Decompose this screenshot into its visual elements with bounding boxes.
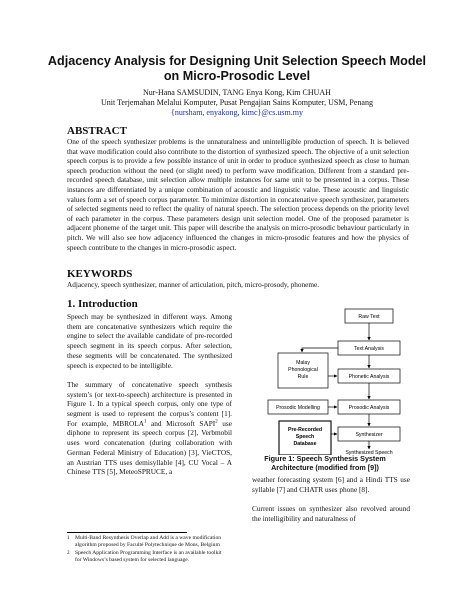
right-paragraph-2: Current issues on synthesizer also revolved around the intelligibility and naturalness of [252,504,410,523]
abstract-heading: ABSTRACT [67,125,127,137]
label-prerecorded-3: Database [293,441,317,447]
arrow-text-to-rule [302,348,338,352]
label-malay-rule-3: Rule [297,374,309,380]
left-column [67,312,232,477]
footnote-2 [67,550,227,565]
title-line-2: on Micro-Prosodic Level [163,69,311,83]
author-affiliation: Unit Terjemahan Melalui Komputer, Pusat Pengajian Sains Komputer, USM, Penang [101,98,373,107]
paper-title [40,54,434,84]
label-synthesized-speech: Synthesized Speech [345,450,393,455]
footnote-1-text: Multi-Band Resynthesis Overlap and Add is a wave modification algorithm proposed by Faculté Polytechnique de Mons, Belgium [75,535,222,549]
footnote-1-number: 1 [67,536,70,541]
label-raw-text: Raw Text [358,314,380,320]
intro-p2-part-b: and Microsoft SAPI [146,418,216,428]
label-synthesizer: Synthesizer [355,432,383,438]
keywords-heading: KEYWORDS [67,268,133,280]
intro-number: 1. [67,298,76,310]
keywords-text: Adjacency, speech synthesizer, manner of articulation, pitch, micro-prosody, phoneme. [67,281,320,289]
footnote-ref-1: 1 [143,419,147,425]
intro-title: Introduction [78,298,138,310]
label-prosodic-analysis: Prosodic Analysis [348,405,390,411]
intro-heading [67,298,138,310]
caption-line-2: Architecture (modified from [9]) [271,462,379,472]
footnote-ref-2: 2 [215,419,218,425]
abstract-text: One of the speech synthesizer problems is the unnaturalness and unintelligible production of speech. It is believed that wave modification could also contribute to the distortion of synthesized speech. The objective of a unit selection speech corpus is to provide a few possible instance of unit in order to produce synthesized speech as close to human speech production without the need (or slight need) to perform wave modification. Different from a standard pre-recorded speech database, unit selection allow multiple instances for same unit to be presented in a corpus. These instances are differentiated by a unique combination of acoustic and linguistic value. These acoustic and linguistic values form a set of speech corpus parameter. To minimize distortion in concatenative speech synthesizer, parameters of selected segments need to reflect the quality of natural speech. The selection process depends on the priority level of each parameter in the corpus. These parameters design unit selection model. One of the proposed parameter is adjacent phoneme of the target unit. This paper will describe the analysis on micro-prosodic behaviour particularly in pitch. We will also see how adjacency influenced the changes in micro-prosodic features and how the physics of speech contribute to the changes in micro-prosodic aspect. [67,138,409,252]
intro-p2-part-c: use diphone to represent its speech corpus [2], Verbmobil uses word concatenation (during collaboration with German Federal Ministry of Education) [3], VieCTOS, an Austrian TTS uses demisyllable [4], CU Vocal – A Chinese TTS [5], MeteoSPRUCE, a [67,418,232,477]
label-phonetic-analysis: Phonetic Analysis [348,374,390,380]
intro-paragraph-2 [67,380,232,477]
label-prerecorded-2: Speech [295,434,315,440]
author-names: Nur-Hana SAMSUDIN, TANG Enya Kong, Kim CHUAH [143,88,331,97]
author-emails[interactable]: {nursham, enyakong, kimc}@cs.usm.my [171,108,303,117]
footnote-2-number: 2 [67,550,70,556]
intro-paragraph-1: Speech may be synthesized in different ways. Among them are concatenative synthesizers which require the engine to select the available candidate of pre-recorded speech segment in its speech corpus. After selection, these segments will be concatenated. The synthesized speech is expected to be intelligible. [67,312,232,370]
label-prerecorded-1: Pre-Recorded [287,427,323,433]
label-text-analysis: Text Analysis [354,346,384,352]
architecture-figure [250,305,412,455]
footnote-rule [67,532,187,533]
intro-p2-part-a: The summary of concatenative speech synthesis system’s (or text-to-speech) architecture is presented in Figure 1. In a typical speech corpus, only one type of segment is used to represent the corpus’s content [1]. For example, MBROLA [67,379,232,428]
caption-line-1: Figure 1: Speech Synthesis System [264,454,386,463]
label-malay-rule-1: Malay [296,360,310,366]
footnote-1 [67,535,227,550]
footnotes [67,535,227,564]
label-malay-rule-2: Phonological [288,367,318,373]
right-column [252,475,410,524]
footnote-2-text: Speech Application Programming Interface is an available toolkit for Windows’s based system for selected language. [75,549,222,563]
figure-caption [240,455,410,472]
title-line-1: Adjacency Analysis for Designing Unit Selection Speech Model [47,54,427,68]
author-block [40,88,434,118]
label-prosodic-modelling: Prosodic Modelling [276,405,320,411]
right-paragraph-1: weather forecasting system [6] and a Hindi TTS use syllable [7] and CHATR uses phone [8]. [252,475,410,494]
